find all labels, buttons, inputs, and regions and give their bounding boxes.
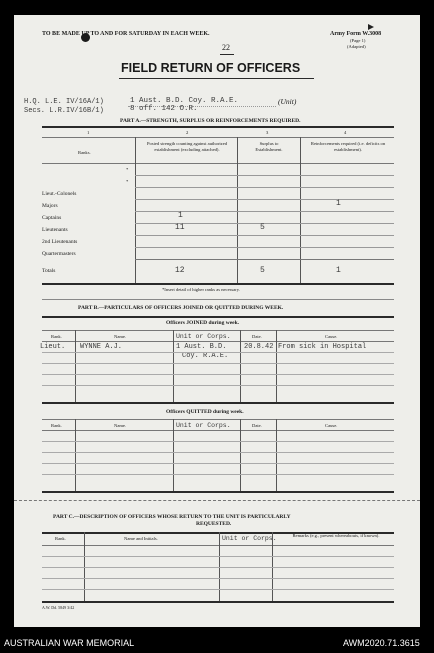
quitted-head-bottom	[42, 430, 394, 431]
joined-vline	[240, 330, 241, 402]
part-c-row-rule	[42, 567, 394, 568]
part-c-col-unit: Unit or Corps.	[222, 535, 277, 542]
rank-lieutenants: Lieutenants	[42, 227, 68, 233]
rank-star-2: *	[126, 179, 129, 184]
quitted-bottom-rule	[42, 491, 394, 493]
joined-col-unit: Unit or Corps.	[176, 333, 231, 340]
joined-vline	[276, 330, 277, 402]
rank-lieut-colonels: Lieut.-Colonels	[42, 191, 77, 197]
rank-captains: Captains	[42, 215, 62, 221]
row-rule	[135, 259, 394, 260]
rank-2nd-lieutenants: 2nd Lieutenants	[42, 239, 78, 245]
part-c-col-rank: Rank.	[55, 536, 66, 541]
arrow-icon	[368, 24, 374, 30]
unit-strength: 8 off. 142 O.R.	[130, 105, 198, 113]
col-num-1: 1	[87, 130, 90, 135]
secs-line: Secs. L.R.IV/16B/1)	[24, 107, 104, 115]
quitted-vline	[276, 419, 277, 491]
joined-row-rule	[42, 385, 394, 386]
part-c-col-name: Name and Initials.	[124, 536, 158, 541]
row-rule	[135, 211, 394, 212]
print-code: A.W. Dd. 5849 3/42	[42, 605, 75, 610]
quitted-row-rule	[42, 452, 394, 453]
unit-name: 1 Aust. B.D. Coy. R.A.E.	[130, 97, 239, 105]
fold-line	[14, 500, 420, 501]
quitted-col-unit: Unit or Corps.	[176, 422, 231, 429]
quitted-row-rule	[42, 441, 394, 442]
lieutenants-surplus: 5	[260, 223, 265, 232]
quitted-row-rule	[42, 463, 394, 464]
footer-accession: AWM2020.71.3615	[343, 638, 420, 648]
form-adapted: (Adapted)	[347, 44, 366, 49]
row-rule	[135, 199, 394, 200]
part-c-row-rule	[42, 578, 394, 579]
joined-vline	[173, 330, 174, 402]
rank-quartermasters: Quartermasters	[42, 251, 76, 257]
part-a-top-rule	[42, 126, 394, 128]
joined-vline	[75, 330, 76, 402]
header-instruction: TO BE MADE UP TO AND FOR SATURDAY IN EACH WEEK.	[42, 31, 210, 37]
quitted-vline	[75, 419, 76, 491]
form-title: FIELD RETURN OF OFFICERS	[121, 61, 301, 75]
part-c-head-bottom	[42, 545, 394, 546]
col-head-rule	[42, 163, 394, 164]
row-rule	[135, 247, 394, 248]
form-number: Army Form W.3008	[330, 31, 382, 37]
joined-col-rank: Rank.	[51, 334, 62, 339]
part-c-row-rule	[42, 589, 394, 590]
col-head-reinforcements: Reinforcements required (i.e. deficits on establishment).	[310, 141, 386, 152]
totals-label: Totals	[42, 268, 56, 274]
part-b-top-rule	[42, 299, 394, 300]
part-c-row-rule	[42, 556, 394, 557]
unit-label: (Unit)	[278, 97, 297, 106]
part-a-title: PART A.—STRENGTH, SURPLUS OR REINFORCEMENTS REQUIRED.	[120, 118, 301, 124]
joined-head-top	[42, 330, 394, 331]
quitted-head-top	[42, 419, 394, 420]
part-b-title: PART B.—PARTICULARS OF OFFICERS JOINED OR QUITTED DURING WEEK.	[78, 305, 284, 311]
row-rule	[135, 235, 394, 236]
footer-archive: AUSTRALIAN WAR MEMORIAL	[4, 638, 135, 648]
hq-line: H.Q. L.E. IV/16A/1)	[24, 98, 104, 106]
total-reinforcements: 1	[336, 266, 341, 275]
joined-name-value: WYNNE A.J.	[80, 343, 123, 351]
part-c-col-remarks: Remarks (e.g., present whereabouts, if known).	[292, 533, 380, 538]
title-underline	[119, 78, 314, 79]
number-underline	[220, 54, 234, 55]
col-num-4: 4	[344, 130, 347, 135]
quitted-col-rank: Rank.	[51, 423, 62, 428]
col-num-3: 3	[266, 130, 269, 135]
col-num-2: 2	[186, 130, 189, 135]
row-rule	[135, 187, 394, 188]
joined-col-date: Date.	[252, 334, 262, 339]
quitted-vline	[240, 419, 241, 491]
part-a-note: *Insert detail of higher ranks as necessary.	[162, 287, 240, 292]
quitted-row-rule	[42, 474, 394, 475]
part-b-rule	[42, 316, 394, 318]
joined-head-bottom	[42, 341, 394, 342]
col-head-ranks: Ranks.	[78, 150, 91, 155]
col-head-posted: Posted strength counting against authorized establishment (excluding attached).	[146, 141, 228, 152]
joined-unit-value-2: Coy. R.A.E.	[182, 352, 229, 360]
captains-posted: 1	[178, 211, 183, 220]
quitted-vline	[173, 419, 174, 491]
sheet-number: 22	[222, 43, 230, 52]
joined-date-value: 20.8.42	[244, 343, 274, 351]
joined-col-name: Name.	[114, 334, 127, 339]
rank-star-1: *	[126, 167, 129, 172]
part-c-title-1: PART C.—DESCRIPTION OF OFFICERS WHOSE RETURN TO THE UNIT IS PARTICULARLY	[53, 514, 291, 520]
quitted-col-date: Date.	[252, 423, 262, 428]
form-page: (Page 1)	[350, 38, 366, 43]
joined-row-rule	[42, 352, 394, 353]
joined-row-rule	[42, 363, 394, 364]
majors-reinforcements: 1	[336, 199, 341, 208]
joined-col-cause: Cause.	[325, 334, 338, 339]
part-a-bottom-rule	[42, 283, 394, 285]
quitted-col-name: Name.	[114, 423, 127, 428]
part-c-bottom-rule	[42, 601, 394, 603]
joined-title: Officers JOINED during week.	[166, 320, 240, 326]
quitted-col-cause: Cause.	[325, 423, 338, 428]
joined-row-rule	[42, 374, 394, 375]
part-c-title-2: REQUESTED.	[196, 521, 232, 527]
joined-bottom-rule	[42, 402, 394, 404]
joined-unit-value-1: 1 Aust. B.D.	[176, 343, 227, 351]
joined-cause-value: From sick in Hospital	[278, 343, 367, 351]
total-posted: 12	[175, 266, 185, 275]
row-rule	[135, 175, 394, 176]
rank-majors: Majors	[42, 203, 58, 209]
joined-rank-value: Lieut.	[40, 343, 66, 351]
quitted-title: Officers QUITTED during week.	[166, 409, 244, 415]
lieutenants-posted: 11	[175, 223, 185, 232]
col-num-rule	[42, 137, 394, 138]
col-head-surplus: Surplus to Establishment.	[255, 141, 283, 152]
total-surplus: 5	[260, 266, 265, 275]
